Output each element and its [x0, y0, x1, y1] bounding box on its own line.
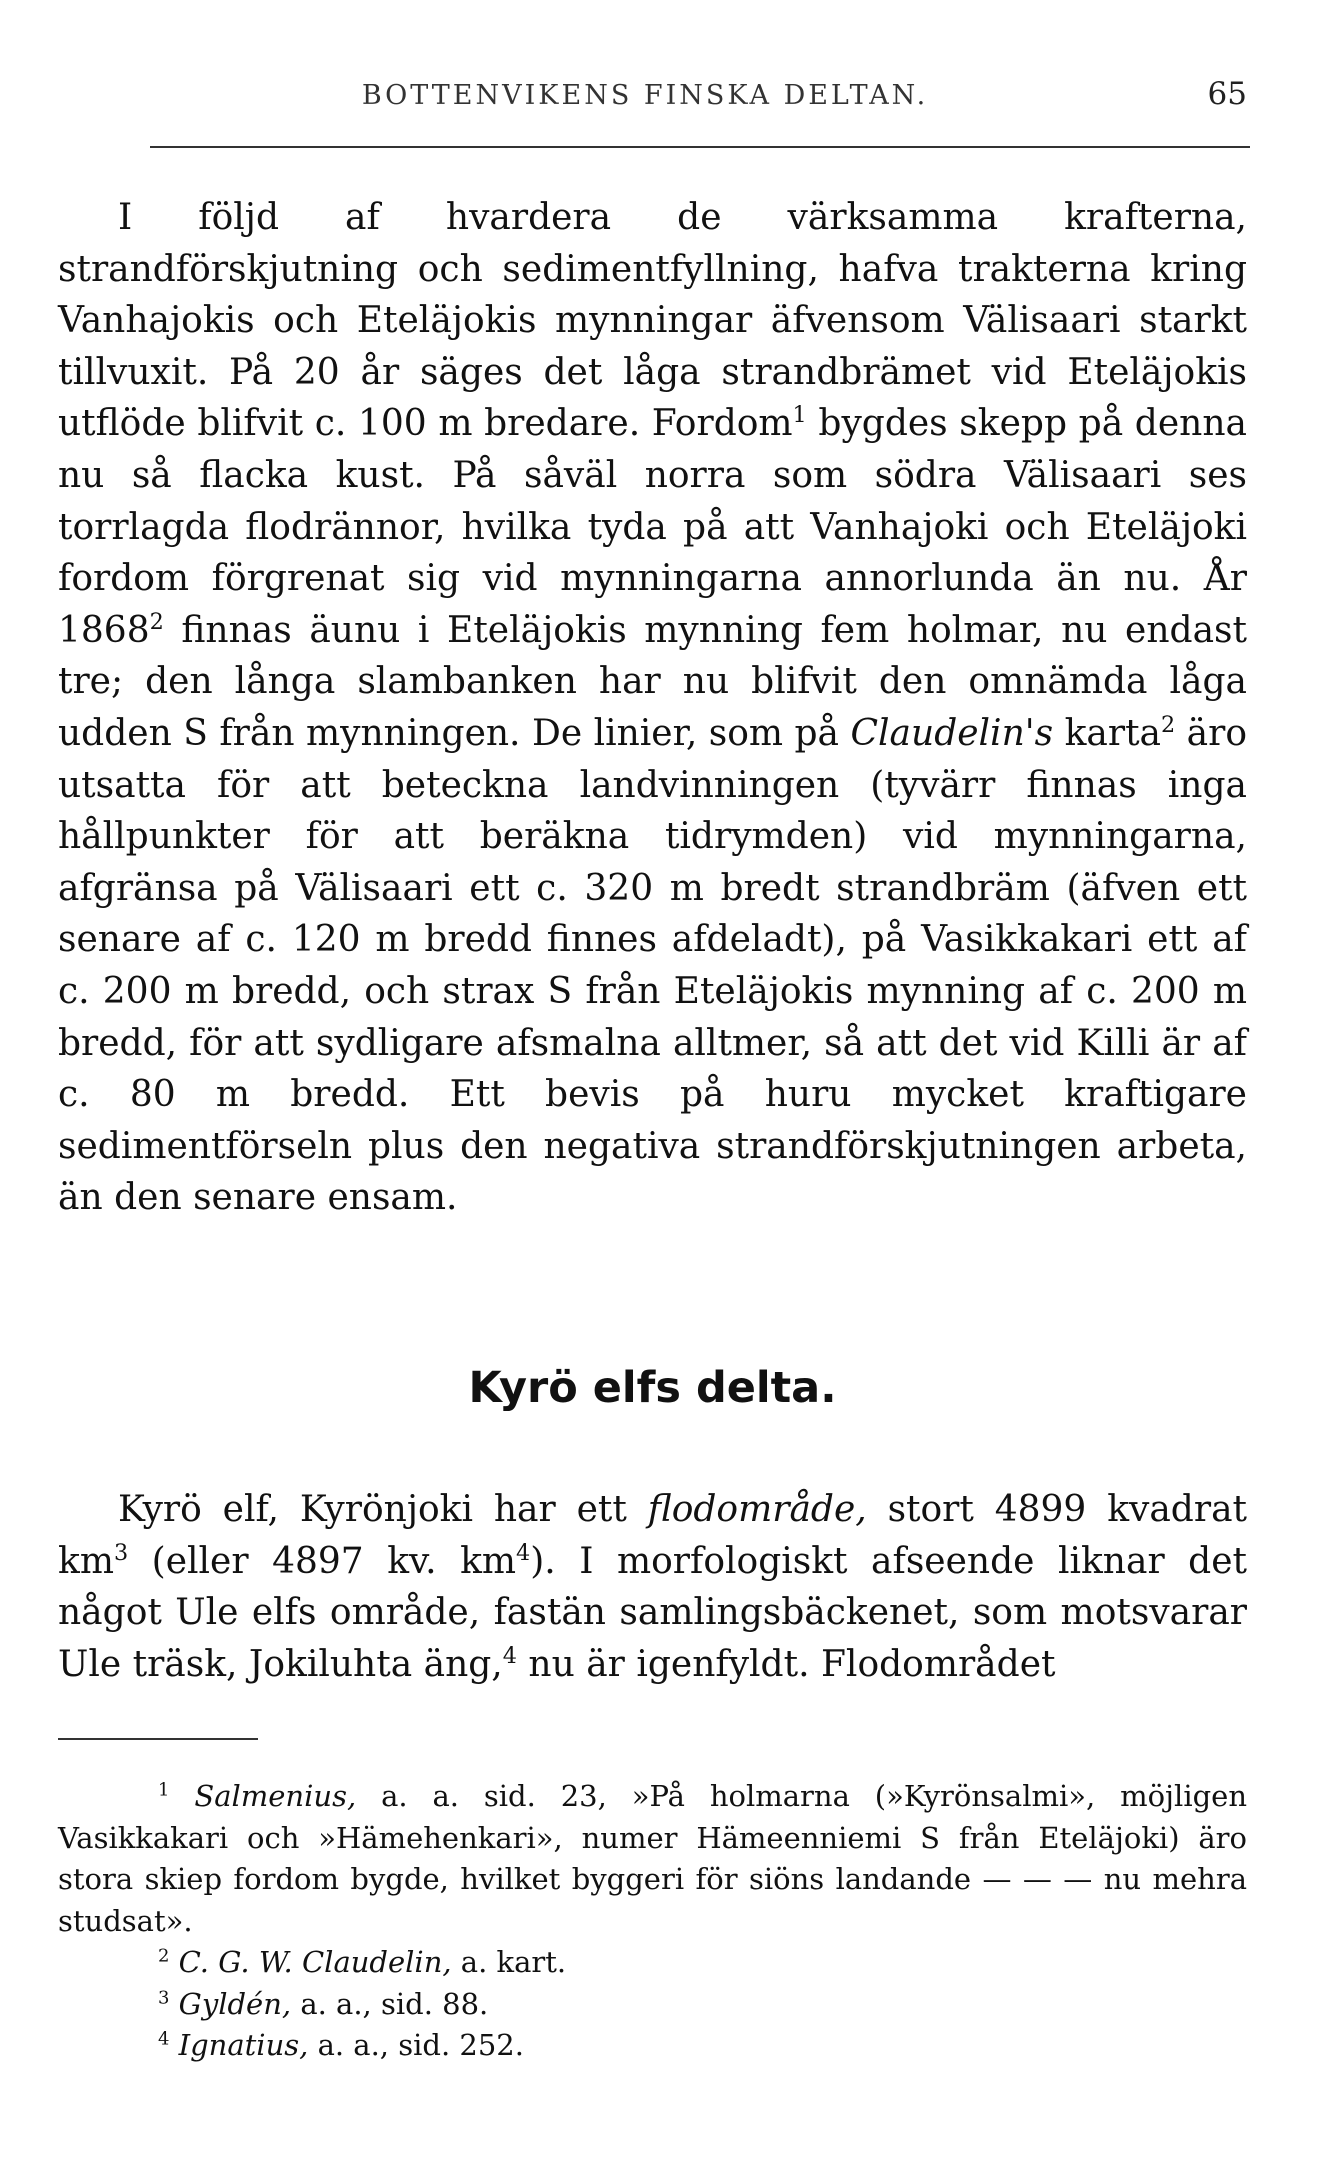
footnote-ref: 2 — [1161, 711, 1176, 738]
paragraph-text: äro utsatta för att beteckna landvinningen (tyvärr finnas inga hållpunkter för att beräkna tidrymden) vid mynningarna, afgränsa på Välisaari ett c. 320 m bredt strandbräm (äfven ett senare af c. 120 m bredd finnes afdeladt), på Vasikkakari ett af c. 200 m bredd, och strax S från Eteläjokis mynning af c. 200 m bredd, för att sydligare afsmalna alltmer, så att det vid Killi är af c. 80 m bredd. Ett bevis på huru mycket kraftigare sedimentförseln plus den negativa strandförskjutningen arbeta, än den senare ensam. — [58, 712, 1248, 1219]
paragraph-text: Kyrö elf, Kyrönjoki har ett — [118, 1489, 648, 1530]
footnote-2 — [58, 1942, 1247, 1984]
section-heading: Kyrö elfs delta. — [468, 1363, 837, 1413]
paragraph-text: finnas äunu i Eteläjokis mynning fem holmar, nu endast tre; den långa slambanken har nu blifvit den omnämda låga udden S från mynningen. De linier, som på — [58, 609, 1247, 754]
footnote-ref: 1 — [792, 402, 807, 429]
footnote-ref: 4 — [502, 1642, 517, 1669]
footnote-author: Gyldén, — [178, 1986, 292, 2021]
footnote-ref: 2 — [149, 608, 164, 635]
page-number: 65 — [1207, 76, 1247, 112]
paragraph-text: stort 4899 kvadrat km — [58, 1489, 1247, 1582]
footnote-ref: 3 — [113, 1539, 129, 1566]
footnote-1 — [58, 1776, 1247, 1942]
footnote-rule — [58, 1738, 258, 1740]
footnote-text: a. a. sid. 23, »På holmarna (»Kyrönsalmi», möjligen Vasikkakari och »Hämehenkari», numer Hämeenniemi S från Eteläjoki) äro stora skiep fordom bygde, hvilket byggeri för siöns landande — — — nu mehra studsat». — [58, 1779, 1248, 1938]
footnote-3 — [58, 1984, 1247, 2026]
author-name: Claudelin's — [850, 712, 1054, 754]
paragraph-text: bygdes skepp på denna nu så flacka kust. På såväl norra som södra Välisaari ses torrlagda flodrännor, hvilka tyda på att Vanhajoki och Eteläjoki fordom förgrenat sig vid mynningarna annorlunda än nu. År 1868 — [58, 403, 1247, 651]
footnote-mark: 1 — [158, 1779, 170, 1801]
running-head: BOTTENVIKENS FINSKA DELTAN. — [361, 80, 929, 111]
footnote-author: Salmenius, — [194, 1779, 357, 1813]
paragraph-text: ). I morfologiskt afseende liknar det något Ule elfs område, fastän samlingsbäckenet, som motsvarar Ule träsk, Jokiluhta äng, — [58, 1540, 1247, 1685]
footnote-text: a. kart. — [451, 1945, 567, 1979]
footnote-text: a. a., sid. 88. — [291, 1986, 489, 2021]
footnote-mark: 2 — [158, 1945, 170, 1967]
body-paragraph-2 — [58, 1484, 1247, 1690]
body-paragraph-1 — [58, 192, 1247, 1224]
footnote-mark: 3 — [158, 1986, 170, 2008]
header-rule — [150, 146, 1250, 148]
footnote-4 — [58, 2025, 1247, 2067]
footnote-ref: 4 — [516, 1539, 531, 1566]
paragraph-text: karta — [1053, 712, 1161, 754]
footnote-author: C. G. W. Claudelin, — [178, 1945, 452, 1979]
footnote-mark: 4 — [158, 2028, 170, 2050]
footnotes — [58, 1776, 1247, 2067]
paragraph-text: nu är igenfyldt. Flodområdet — [516, 1643, 1056, 1685]
paragraph-text: (eller 4897 kv. km — [128, 1540, 517, 1582]
paragraph-text: I följd af hvardera de värksamma krafterna, strandförskjutning och sedimentfyllning, hafva trakterna kring Vanhajokis och Eteläjokis mynningar äfvensom Välisaari starkt tillvuxit. På 20 år säges det låga strandbrämet vid Eteläjokis utflöde blifvit c. 100 m bredare. Fordom — [58, 197, 1247, 445]
footnote-author: Ignatius, — [178, 2028, 309, 2062]
italic-term: flodområde, — [647, 1489, 867, 1530]
footnote-text: a. a., sid. 252. — [308, 2028, 524, 2062]
